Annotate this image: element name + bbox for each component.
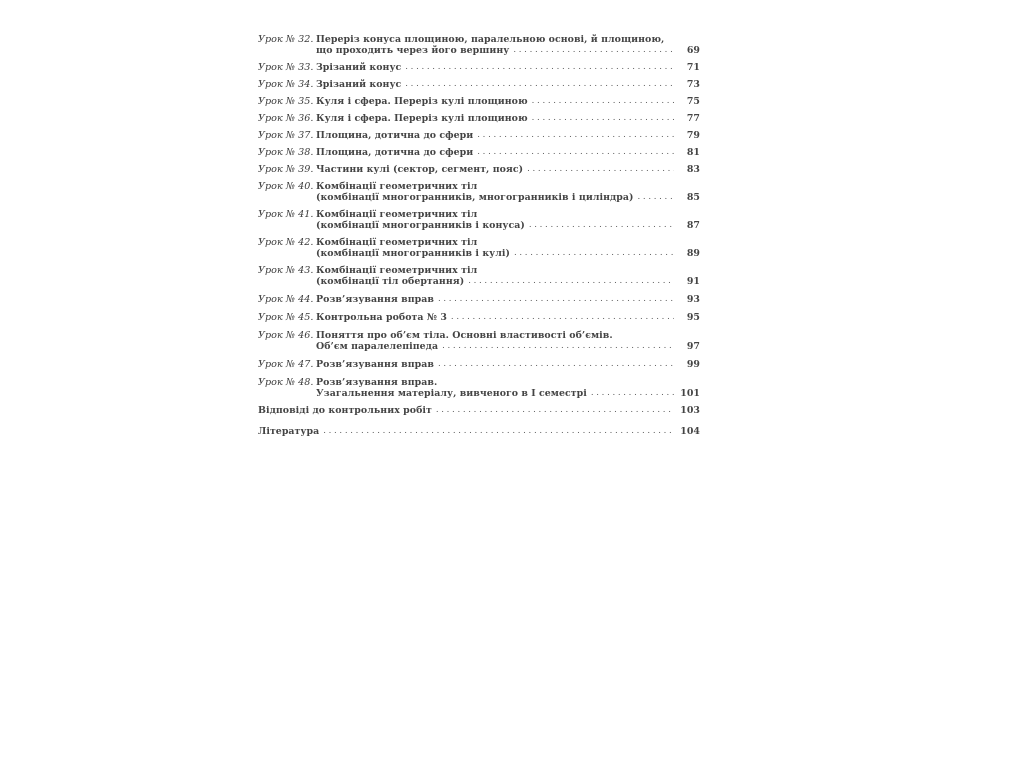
lesson-title: Комбінації геометричних тіл bbox=[316, 209, 478, 220]
lesson-title: Розв’язування вправ bbox=[316, 294, 434, 305]
toc-entry-line bbox=[258, 265, 700, 276]
lesson-number: Урок № 36. bbox=[258, 113, 314, 124]
toc-entry bbox=[258, 34, 700, 56]
lesson-title: (комбінації многогранників і кулі) bbox=[316, 248, 510, 259]
toc-entry bbox=[258, 96, 700, 107]
lesson-title: Зрізаний конус bbox=[316, 62, 402, 73]
page-number: 85 bbox=[686, 192, 700, 203]
lesson-number: Урок № 39. bbox=[258, 164, 314, 175]
lesson-title: Розв’язування вправ. bbox=[316, 377, 438, 388]
toc-entry-line bbox=[258, 113, 700, 124]
page-number: 71 bbox=[686, 62, 700, 73]
lesson-title: що проходить через його вершину bbox=[316, 45, 510, 56]
toc-entry-line bbox=[258, 164, 700, 175]
lesson-number: Урок № 45. bbox=[258, 312, 314, 323]
toc-entry-literature bbox=[258, 426, 700, 437]
dot-leader bbox=[532, 96, 674, 107]
lesson-title: Розв’язування вправ bbox=[316, 359, 434, 370]
toc-entry bbox=[258, 359, 700, 370]
table-of-contents bbox=[258, 34, 700, 437]
dot-leader bbox=[405, 62, 674, 73]
lesson-number: Урок № 34. bbox=[258, 79, 314, 90]
toc-entry-line bbox=[258, 237, 700, 248]
page-number: 77 bbox=[686, 113, 700, 124]
page-number: 73 bbox=[686, 79, 700, 90]
dot-leader bbox=[638, 192, 674, 203]
toc-entry-line bbox=[258, 248, 700, 259]
toc-entry bbox=[258, 79, 700, 90]
lesson-title: Об’єм паралелепіпеда bbox=[316, 341, 439, 352]
toc-entry bbox=[258, 113, 700, 124]
dot-leader bbox=[438, 294, 674, 305]
dot-leader bbox=[527, 164, 674, 175]
lesson-number: Урок № 40. bbox=[258, 181, 314, 192]
lesson-number: Урок № 47. bbox=[258, 359, 314, 370]
dot-leader bbox=[591, 388, 674, 399]
lesson-number: Урок № 35. bbox=[258, 96, 314, 107]
toc-entry-line bbox=[258, 192, 700, 203]
page-number: 97 bbox=[686, 341, 700, 352]
page-number: 87 bbox=[686, 220, 700, 231]
toc-entry-line bbox=[258, 377, 700, 388]
toc-entry-line bbox=[258, 388, 700, 399]
dot-leader bbox=[529, 220, 674, 231]
toc-entry bbox=[258, 237, 700, 259]
dot-leader bbox=[442, 341, 674, 352]
lesson-number: Урок № 41. bbox=[258, 209, 314, 220]
lesson-title: Куля і сфера. Переріз кулі площиною bbox=[316, 113, 528, 124]
toc-entry bbox=[258, 209, 700, 231]
toc-entry-line bbox=[258, 405, 700, 416]
page-number: 69 bbox=[686, 45, 700, 56]
dot-leader bbox=[468, 276, 674, 287]
toc-entry-line bbox=[258, 220, 700, 231]
lesson-title: Комбінації геометричних тіл bbox=[316, 265, 478, 276]
lesson-title: (комбінації многогранників і конуса) bbox=[316, 220, 525, 231]
lesson-title: (комбінації тіл обертання) bbox=[316, 276, 465, 287]
page-number: 83 bbox=[686, 164, 700, 175]
lesson-number: Урок № 32. bbox=[258, 34, 314, 45]
lesson-title: Комбінації геометричних тіл bbox=[316, 181, 478, 192]
dot-leader bbox=[532, 113, 674, 124]
dot-leader bbox=[513, 45, 674, 56]
lesson-title: Узагальнення матеріалу, вивченого в I семестрі bbox=[316, 388, 587, 399]
toc-entry-line bbox=[258, 359, 700, 370]
lesson-title: Поняття про об’єм тіла. Основні властивості об’ємів. bbox=[316, 330, 613, 341]
toc-entry-line bbox=[258, 34, 700, 45]
page-number: 79 bbox=[686, 130, 700, 141]
lesson-title: Куля і сфера. Переріз кулі площиною bbox=[316, 96, 528, 107]
toc-entry-line bbox=[258, 426, 700, 437]
dot-leader bbox=[451, 312, 674, 323]
lesson-title: Комбінації геометричних тіл bbox=[316, 237, 478, 248]
lesson-number: Урок № 42. bbox=[258, 237, 314, 248]
dot-leader bbox=[405, 79, 674, 90]
lesson-number: Урок № 38. bbox=[258, 147, 314, 158]
toc-entry-line bbox=[258, 209, 700, 220]
lesson-number: Урок № 46. bbox=[258, 330, 314, 341]
dot-leader bbox=[438, 359, 674, 370]
page-number: 89 bbox=[686, 248, 700, 259]
toc-entry bbox=[258, 330, 700, 352]
toc-entry-line bbox=[258, 79, 700, 90]
page-number: 101 bbox=[680, 388, 700, 399]
toc-entry-line bbox=[258, 96, 700, 107]
page-number: 91 bbox=[686, 276, 700, 287]
page-number: 103 bbox=[680, 405, 700, 416]
lesson-title: Контрольна робота № 3 bbox=[316, 312, 447, 323]
toc-entry-line bbox=[258, 276, 700, 287]
toc-entry bbox=[258, 130, 700, 141]
lesson-title: Площина, дотична до сфери bbox=[316, 130, 474, 141]
toc-entry-line bbox=[258, 341, 700, 352]
toc-entry bbox=[258, 147, 700, 158]
toc-entry bbox=[258, 62, 700, 73]
toc-entry-line bbox=[258, 312, 700, 323]
toc-entry bbox=[258, 312, 700, 323]
lesson-number: Урок № 37. bbox=[258, 130, 314, 141]
toc-entry-line bbox=[258, 181, 700, 192]
lesson-title: Переріз конуса площиною, паралельною основі, й площиною, bbox=[316, 34, 665, 45]
toc-entry-line bbox=[258, 62, 700, 73]
lesson-title: Зрізаний конус bbox=[316, 79, 402, 90]
toc-entry-answers bbox=[258, 405, 700, 416]
toc-entry bbox=[258, 164, 700, 175]
page-number: 93 bbox=[686, 294, 700, 305]
lesson-title: (комбінації многогранників, многогранників і циліндра) bbox=[316, 192, 634, 203]
toc-entry bbox=[258, 181, 700, 203]
toc-entry bbox=[258, 294, 700, 305]
page-number: 99 bbox=[686, 359, 700, 370]
dot-leader bbox=[323, 426, 674, 437]
lesson-title: Частини кулі (сектор, сегмент, пояс) bbox=[316, 164, 524, 175]
page-number: 75 bbox=[686, 96, 700, 107]
dot-leader bbox=[436, 405, 674, 416]
answers-title: Відповіді до контрольних робіт bbox=[258, 405, 432, 416]
page-number: 81 bbox=[686, 147, 700, 158]
toc-entry-line bbox=[258, 330, 700, 341]
toc-entry-line bbox=[258, 294, 700, 305]
lesson-number: Урок № 48. bbox=[258, 377, 314, 388]
toc-entry-line bbox=[258, 45, 700, 56]
page-number: 95 bbox=[686, 312, 700, 323]
lesson-number: Урок № 44. bbox=[258, 294, 314, 305]
dot-leader bbox=[477, 130, 674, 141]
page-number: 104 bbox=[680, 426, 700, 437]
toc-entry-line bbox=[258, 130, 700, 141]
lesson-number: Урок № 33. bbox=[258, 62, 314, 73]
toc-entry-line bbox=[258, 147, 700, 158]
lesson-title: Площина, дотична до сфери bbox=[316, 147, 474, 158]
lesson-number: Урок № 43. bbox=[258, 265, 314, 276]
dot-leader bbox=[477, 147, 674, 158]
literature-title: Література bbox=[258, 426, 320, 437]
toc-entry bbox=[258, 377, 700, 399]
dot-leader bbox=[514, 248, 674, 259]
toc-entry bbox=[258, 265, 700, 287]
